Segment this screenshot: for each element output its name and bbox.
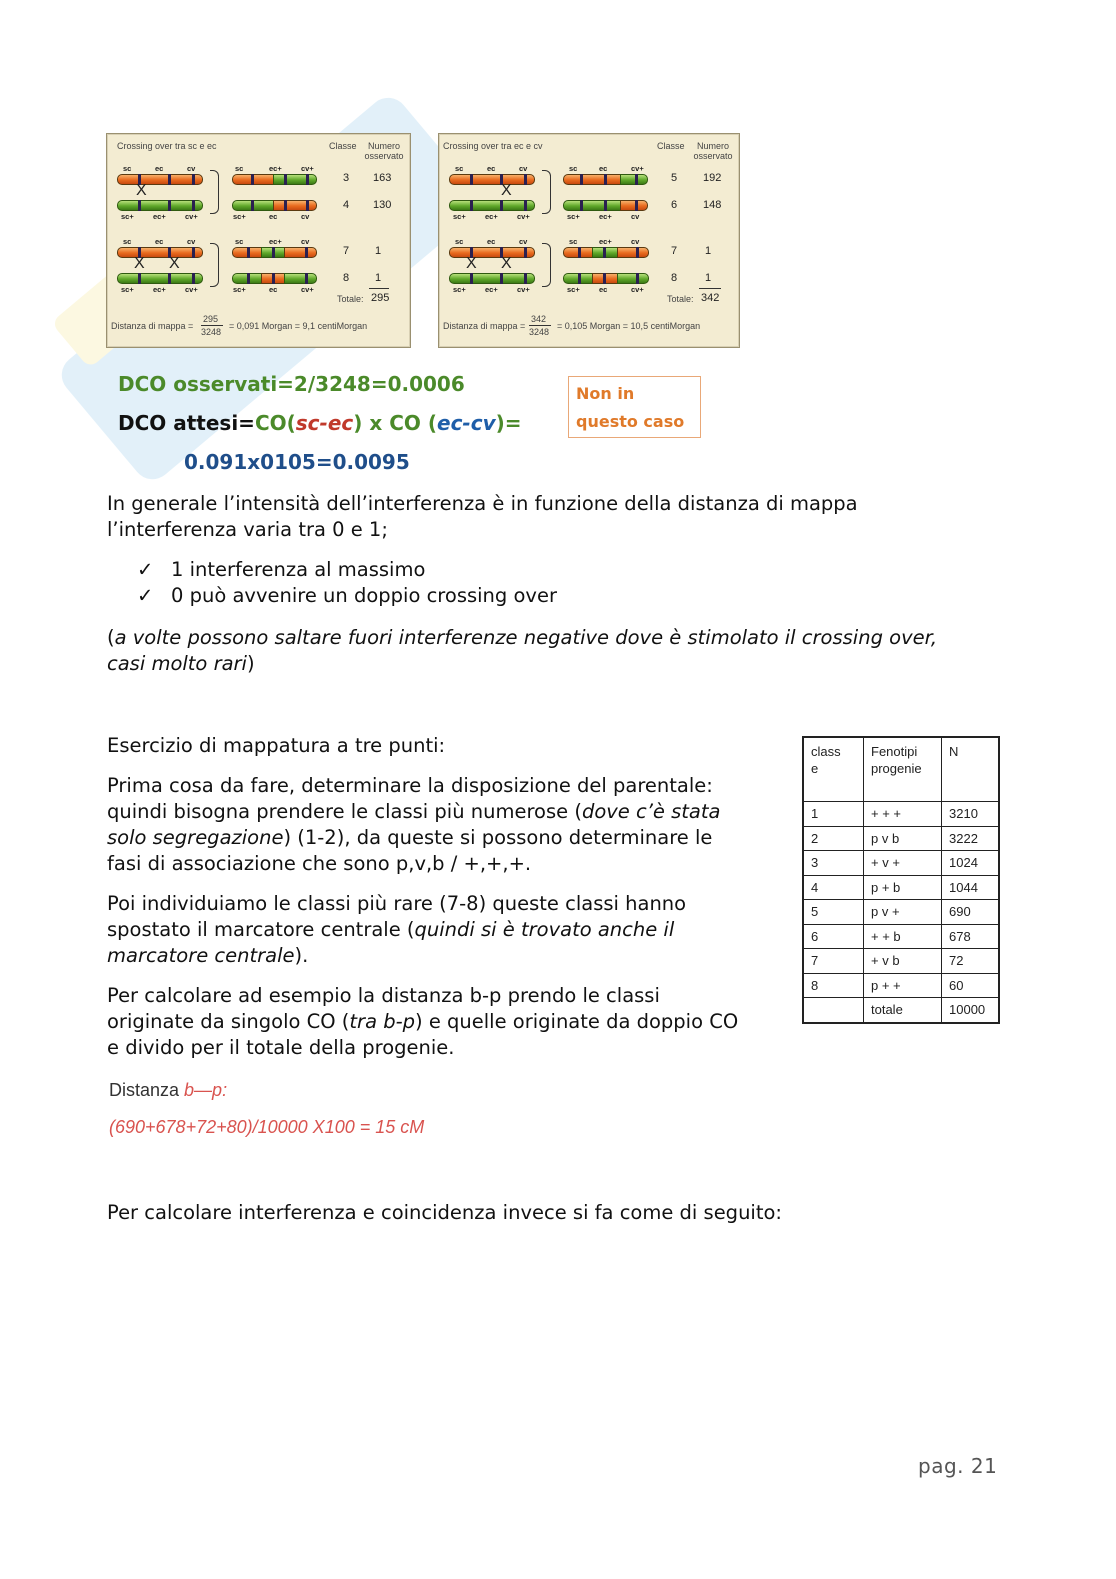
note-line-2: questo caso (576, 412, 685, 431)
check-icon: ✓ (137, 584, 154, 607)
gene-label: sc+ (121, 285, 134, 294)
distance-label: Distanza di mappa = (443, 321, 526, 331)
gene-label: cv (519, 164, 528, 173)
list-item: ✓ 1 interferenza al massimo (137, 558, 426, 581)
gene-label: cv (187, 164, 196, 173)
gene-label: sc (123, 164, 132, 173)
crossover-mark: X (501, 182, 512, 199)
note-line-1: Non in (576, 384, 635, 403)
dco-co1: CO( (254, 411, 296, 435)
gene-label: cv+ (517, 212, 530, 221)
gene-label: cv+ (631, 164, 644, 173)
table-row: 4 p + b 1044 (803, 875, 999, 900)
bracket (542, 170, 551, 214)
chromosome (449, 200, 535, 211)
bracket (542, 243, 551, 287)
chromosome (620, 174, 648, 185)
gene-label: sc+ (453, 285, 466, 294)
chromosome (117, 200, 203, 211)
gene-label: ec (269, 212, 278, 221)
chromosome (617, 247, 649, 258)
gene-label: cv (301, 212, 310, 221)
chromosome (617, 273, 649, 284)
table-header-phenotype: Fenotipi progenie (864, 737, 942, 802)
gene-label: ec (269, 285, 278, 294)
paragraph-interference (107, 491, 858, 543)
dco-co2-var: ec-cv (437, 411, 496, 435)
table-row: 2 p v b 3222 (803, 826, 999, 851)
observed-number: 163 (373, 172, 392, 184)
class-number: 6 (671, 199, 678, 211)
gene-label: sc+ (233, 212, 246, 221)
gene-label: cv+ (301, 164, 314, 173)
gene-label: sc (569, 164, 578, 173)
dco-co1-var: sc-ec (295, 411, 354, 435)
chromosome (117, 273, 203, 284)
gene-label: ec (599, 285, 608, 294)
class-number: 8 (671, 272, 678, 284)
table-header-class: class e (803, 737, 864, 802)
observed-number: 1 (375, 272, 382, 284)
crossover-mark: X (501, 255, 512, 272)
gene-label: ec (155, 237, 164, 246)
table-header-n: N (942, 737, 1000, 802)
bullet-list (137, 557, 557, 609)
gene-label: cv (187, 237, 196, 246)
gene-label: cv+ (301, 285, 314, 294)
gene-label: sc (123, 237, 132, 246)
gene-label: ec+ (599, 212, 612, 221)
total-value: 295 (371, 292, 390, 304)
list-item: ✓ 0 può avvenire un doppio crossing over (137, 584, 557, 607)
observed-number: 148 (703, 199, 722, 211)
chromosome (261, 247, 285, 258)
crossover-mark: X (466, 255, 477, 272)
distance-label: Distanza di mappa = (111, 321, 194, 331)
observed-number: 192 (703, 172, 722, 184)
chromosome (563, 247, 593, 258)
observed-number: 1 (375, 245, 382, 257)
gene-label: cv+ (185, 285, 198, 294)
note-box (568, 376, 701, 438)
col-number-header: Numero osservato (693, 141, 733, 161)
table-row: 3 + v + 1024 (803, 851, 999, 876)
chromosome (284, 273, 317, 284)
table-row: 8 p + + 60 (803, 973, 999, 998)
class-number: 5 (671, 172, 678, 184)
gene-label: sc (235, 164, 244, 173)
dco-expected (118, 411, 522, 435)
text-italic: casi molto rari (107, 652, 247, 675)
chromosome (449, 247, 535, 258)
dco-x: ) x CO ( (353, 411, 438, 435)
gene-label: sc+ (121, 212, 134, 221)
total-label: Totale: (667, 294, 694, 304)
distance-formula: (690+678+72+80)/10000 X100 = 15 cM (109, 1117, 425, 1137)
table-row: 1 + + + 3210 (803, 802, 999, 827)
observed-number: 1 (705, 272, 712, 284)
fraction-denominator: 3248 (529, 327, 550, 337)
figure-title: Crossing over tra ec e cv (443, 141, 543, 151)
chromosome (232, 200, 274, 211)
chromosome (261, 273, 285, 284)
gene-label: cv (301, 237, 310, 246)
figure-title: Crossing over tra sc e ec (117, 141, 217, 151)
paragraph-final: Per calcolare interferenza e coincidenza invece si fa come di seguito: (107, 1201, 782, 1224)
chromosome (232, 247, 262, 258)
chromosome (273, 174, 317, 185)
total-label: Totale: (337, 294, 364, 304)
gene-label: sc+ (567, 212, 580, 221)
gene-label: ec+ (153, 212, 166, 221)
col-number-header: Numero osservato (364, 141, 404, 161)
chromosome (273, 200, 317, 211)
gene-label: sc (455, 164, 464, 173)
gene-label: sc (569, 237, 578, 246)
crossover-mark: X (136, 182, 147, 199)
distance-result: = 0,105 Morgan = 10,5 centiMorgan (557, 321, 701, 331)
gene-label: ec+ (599, 237, 612, 246)
gene-label: ec+ (485, 285, 498, 294)
text-line: In generale l’intensità dell’interferenza è in funzione della distanza di mappa (107, 492, 858, 515)
class-number: 7 (671, 245, 678, 257)
observed-number: 130 (373, 199, 392, 211)
gene-label: ec (487, 164, 496, 173)
gene-label: sc+ (567, 285, 580, 294)
class-number: 4 (343, 199, 350, 211)
table-row: 7 + v b 72 (803, 949, 999, 974)
paragraph-distance: Per calcolare ad esempio la distanza b-p prendo le classi originate da singolo CO (tra b-p) e quelle originate da doppio CO e divido per il totale della progenie. (107, 984, 739, 1059)
crossing-over-figure-left (106, 133, 411, 348)
dco-end: )= (495, 411, 522, 435)
fraction-numerator: 295 (203, 314, 219, 324)
progeny-table (802, 736, 1000, 1024)
paragraph-parental: Prima cosa da fare, determinare la disposizione del parentale: quindi bisogna prendere le classi più numerose (dove c’è stata solo segregazione) (1-2), da queste si possono determinare le fasi di associazione che sono p,v,b / +,+,+. (107, 774, 721, 875)
fraction-denominator: 3248 (201, 327, 222, 337)
text-italic: a volte possono saltare fuori interferenze negative dove è stimolato il crossing over, (114, 626, 938, 649)
distance-heading: Distanza b—p: (109, 1080, 228, 1100)
gene-label: sc (455, 237, 464, 246)
gene-label: cv+ (185, 212, 198, 221)
gene-label: ec (599, 164, 608, 173)
chromosome (563, 273, 593, 284)
paragraph-note: (a volte possono saltare fuori interferenze negative dove è stimolato il crossing over, casi molto rari) (107, 626, 938, 675)
observed-number: 1 (705, 245, 712, 257)
gene-label: ec+ (485, 212, 498, 221)
class-number: 8 (343, 272, 350, 284)
gene-label: sc+ (453, 212, 466, 221)
fraction-numerator: 342 (531, 314, 547, 324)
chromosome (284, 247, 317, 258)
gene-label: ec (487, 237, 496, 246)
distance-result: = 0,091 Morgan = 9,1 centiMorgan (229, 321, 368, 331)
dco-expected-value: 0.091x0105=0.0095 (184, 450, 410, 474)
gene-label: ec+ (269, 237, 282, 246)
paragraph-rare-classes: Poi individuiamo le classi più rare (7-8) queste classi hanno spostato il marcatore centrale (quindi si è trovato anche il marcatore centrale). (107, 892, 687, 967)
bracket (210, 170, 219, 214)
chromosome (620, 200, 648, 211)
class-number: 7 (343, 245, 350, 257)
bracket (210, 243, 219, 287)
gene-label: sc (235, 237, 244, 246)
table-header-row (803, 737, 999, 802)
chromosome (449, 174, 535, 185)
col-class-header: Classe (329, 141, 357, 151)
chromosome (563, 200, 621, 211)
dco-expected-label: DCO attesi= (118, 411, 255, 435)
crossover-mark: X (169, 255, 180, 272)
chromosome (563, 174, 621, 185)
table-row-total: totale 10000 (803, 998, 999, 1023)
check-icon: ✓ (137, 558, 154, 581)
chromosome (592, 247, 618, 258)
chromosome (117, 247, 203, 258)
dco-observed: DCO osservati=2/3248=0.0006 (118, 372, 465, 396)
gene-label: cv (631, 212, 640, 221)
chromosome (232, 174, 274, 185)
chromosome (449, 273, 535, 284)
gene-label: cv+ (517, 285, 530, 294)
gene-label: ec (155, 164, 164, 173)
text-line: l’interferenza varia tra 0 e 1; (107, 518, 388, 541)
chromosome (117, 174, 203, 185)
crossing-over-figure-right (438, 133, 740, 348)
gene-label: sc+ (233, 285, 246, 294)
total-value: 342 (701, 292, 720, 304)
chromosome (232, 273, 262, 284)
class-number: 3 (343, 172, 350, 184)
table-row: 5 p v + 690 (803, 900, 999, 925)
crossover-mark: X (134, 255, 145, 272)
gene-label: ec+ (269, 164, 282, 173)
chromosome (592, 273, 618, 284)
gene-label: cv (631, 237, 640, 246)
col-class-header: Classe (657, 141, 685, 151)
gene-label: ec+ (153, 285, 166, 294)
table-row: 6 + + b 678 (803, 924, 999, 949)
heading-esercizio: Esercizio di mappatura a tre punti: (107, 734, 446, 757)
page-number: pag. 21 (918, 1454, 998, 1478)
gene-label: cv (519, 237, 528, 246)
gene-label: cv+ (631, 285, 644, 294)
